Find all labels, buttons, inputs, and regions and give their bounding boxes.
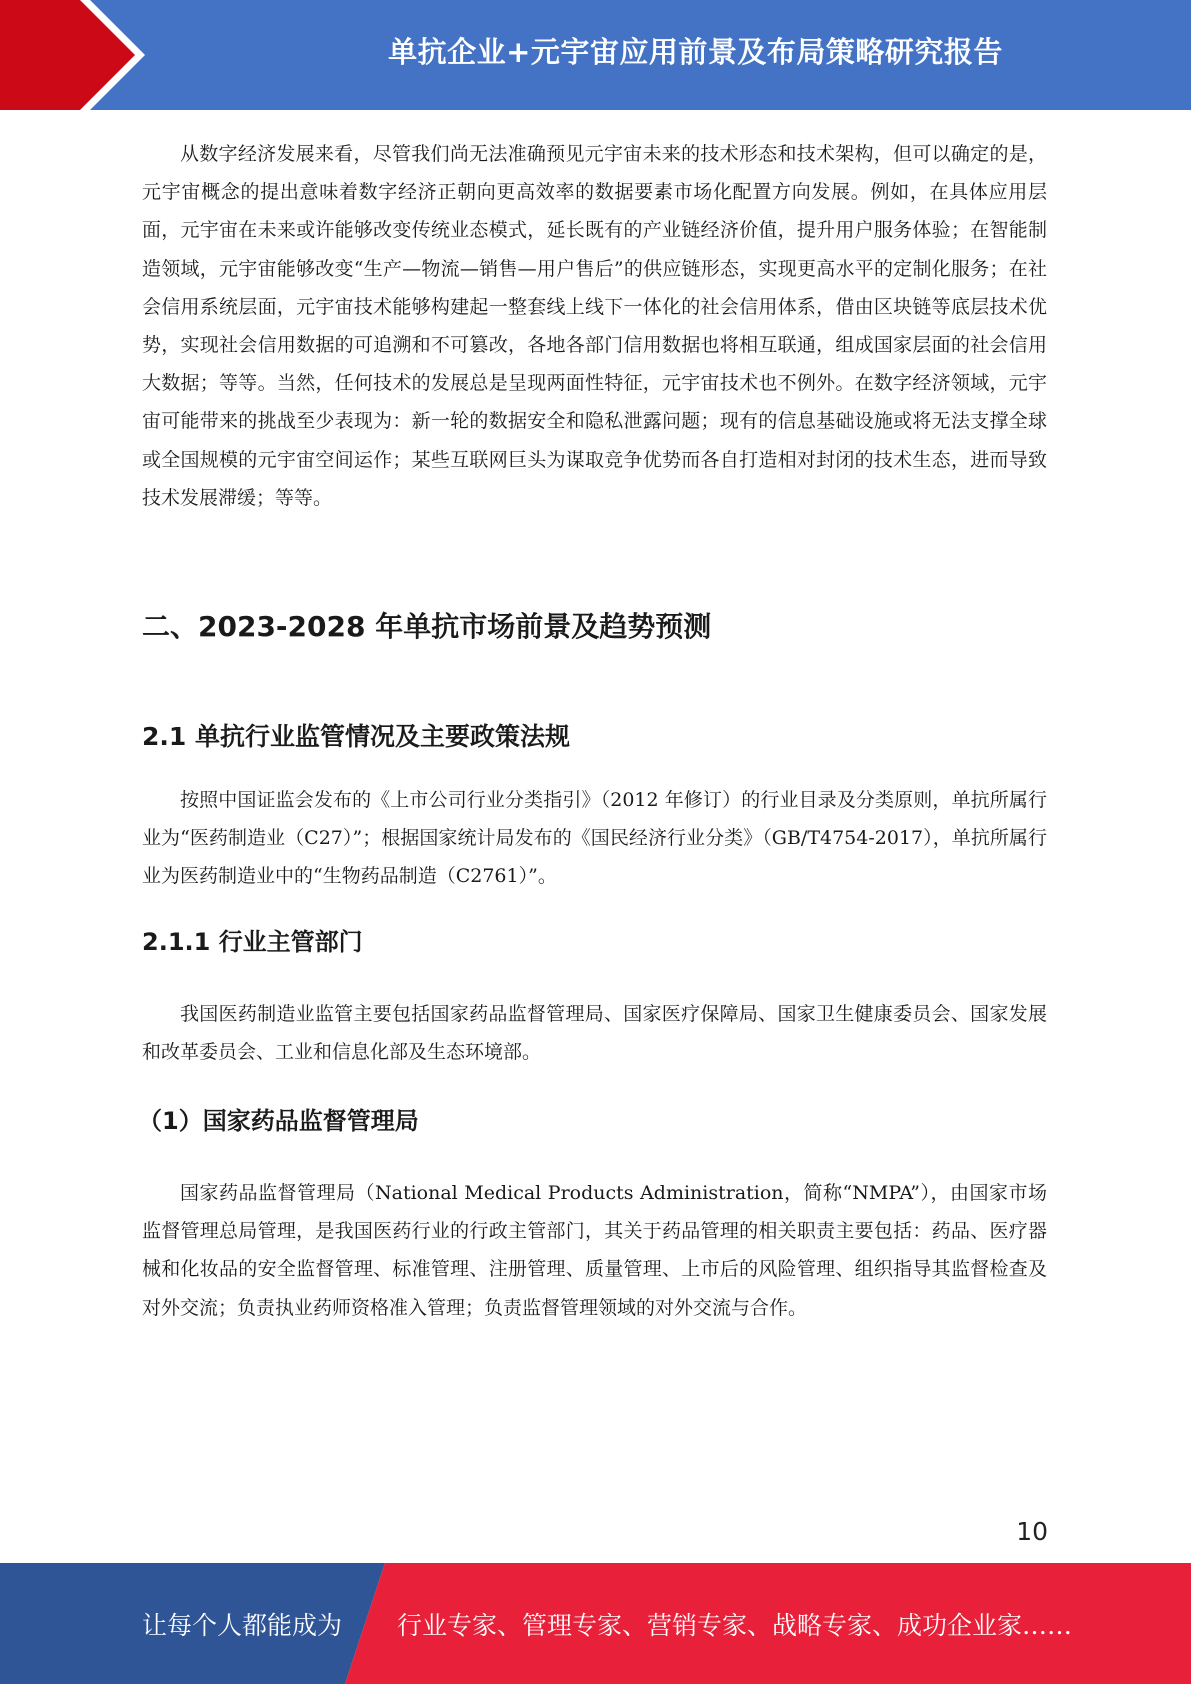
subsection-title: 2.1 单抗行业监管情况及主要政策法规 bbox=[142, 722, 570, 752]
subsubsection-title: 2.1.1 行业主管部门 bbox=[142, 927, 363, 956]
report-header bbox=[0, 0, 1191, 110]
item-title: （1）国家药品监督管理局 bbox=[138, 1107, 419, 1136]
footer-slogan-left: 让每个人都能成为 bbox=[142, 1610, 343, 1640]
subsubsection-paragraph: 我国医药制造业监管主要包括国家药品监督管理局、国家医疗保障局、国家卫生健康委员会、国家发展和改革委员会、工业和信息化部及生态环境部。 bbox=[142, 1002, 1047, 1063]
footer-slogan-right: 行业专家、管理专家、营销专家、战略专家、成功企业家…… bbox=[397, 1610, 1073, 1640]
item-paragraph: 国家药品监督管理局（National Medical Products Administration，简称“NMPA”），由国家市场监督管理总局管理，是我国医药行业的行政主管部门，其关于药品管理的相关职责主要包括：药品、医疗器械和化妆品的安全监督管理、标准管理、注册管理、质量管理、上市后的风险管理、组织指导其监督检查及对外交流；负责执业药师资格准入管理；负责监督管理领域的对外交流与合作。 bbox=[142, 1182, 1047, 1319]
document-body bbox=[138, 135, 1047, 1327]
report-footer bbox=[0, 1563, 1191, 1684]
page-number: 10 bbox=[1016, 1517, 1048, 1546]
section-title: 二、2023-2028 年单抗市场前景及趋势预测 bbox=[142, 610, 712, 644]
report-title: 单抗企业+元宇宙应用前景及布局策略研究报告 bbox=[388, 34, 1003, 69]
header-red-chevron bbox=[0, 0, 150, 110]
intro-paragraph: 从数字经济发展来看，尽管我们尚无法准确预见元宇宙未来的技术形态和技术架构，但可以确定的是，元宇宙概念的提出意味着数字经济正朝向更高效率的数据要素市场化配置方向发展。例如，在具体应用层面，元宇宙在未来或许能够改变传统业态模式，延长既有的产业链经济价值，提升用户服务体验；在智能制造领域，元宇宙能够改变“生产—物流—销售—用户售后”的供应链形态，实现更高水平的定制化服务；在社会信用系统层面，元宇宙技术能够构建起一整套线上线下一体化的社会信用体系，借由区块链等底层技术优势，实现社会信用数据的可追溯和不可篡改，各地各部门信用数据也将相互联通，组成国家层面的社会信用大数据；等等。当然，任何技术的发展总是呈现两面性特征，元宇宙技术也不例外。在数字经济领域，元宇宙可能带来的挑战至少表现为：新一轮的数据安全和隐私泄露问题；现有的信息基础设施或将无法支撑全球或全国规模的元宇宙空间运作；某些互联网巨头为谋取竞争优势而各自打造相对封闭的技术生态，进而导致技术发展滞缓；等等。 bbox=[142, 143, 1047, 509]
subsection-paragraph: 按照中国证监会发布的《上市公司行业分类指引》（2012 年修订）的行业目录及分类原则，单抗所属行业为“医药制造业（C27）”；根据国家统计局发布的《国民经济行业分类》（GB/T4754-2017），单抗所属行业为医药制造业中的“生物药品制造（C2761）”。 bbox=[142, 789, 1047, 888]
